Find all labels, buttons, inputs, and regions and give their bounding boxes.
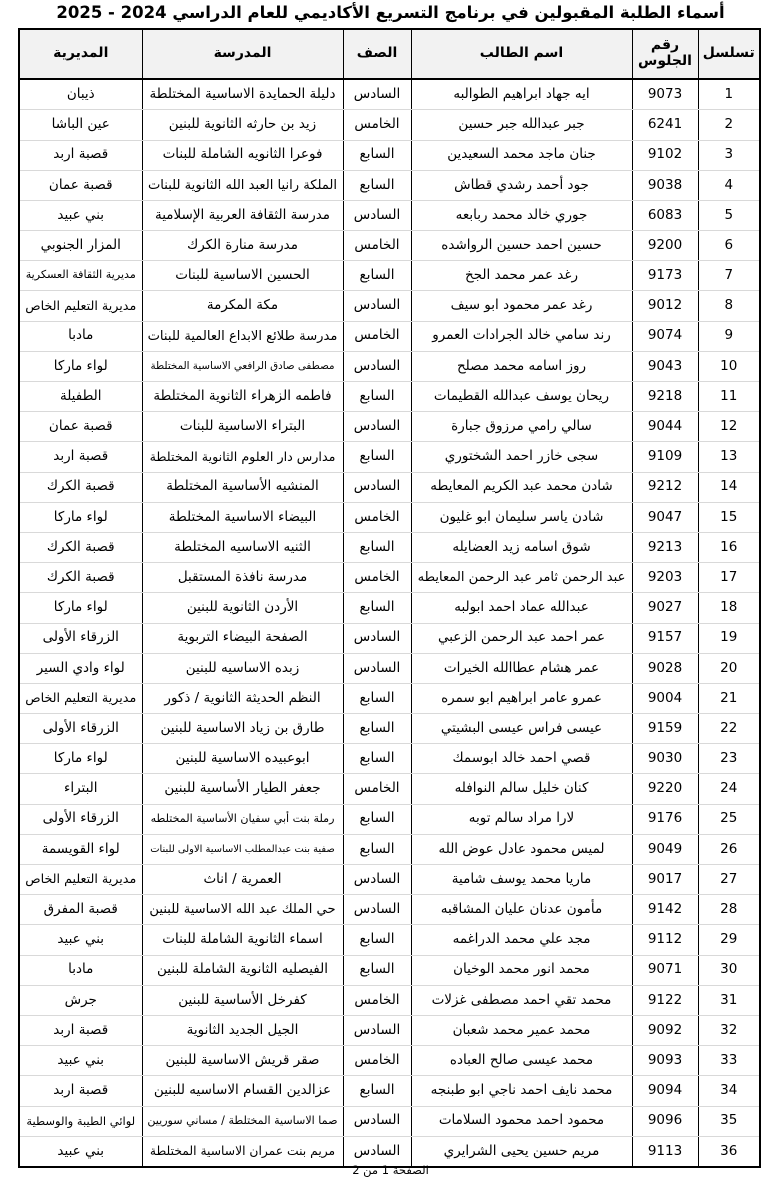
- cell-grade: السادس: [343, 79, 411, 110]
- table-row: [19, 895, 760, 925]
- cell-directorate: قصبة الكرك: [19, 532, 142, 562]
- table-row: [19, 683, 760, 713]
- cell-seat: 9074: [632, 321, 698, 351]
- cell-seat: 9122: [632, 985, 698, 1015]
- cell-seat: 9220: [632, 774, 698, 804]
- cell-seq: 28: [698, 895, 760, 925]
- table-row: [19, 865, 760, 895]
- cell-grade: السادس: [343, 1106, 411, 1136]
- cell-directorate: بني عبيد: [19, 1046, 142, 1076]
- cell-seat: 9028: [632, 653, 698, 683]
- cell-student-name: محمد نايف احمد ناجي ابو طبنجه: [411, 1076, 632, 1106]
- cell-student-name: عبدالله عماد احمد ابولبه: [411, 593, 632, 623]
- cell-student-name: لارا مراد سالم توبه: [411, 804, 632, 834]
- cell-seat: 9012: [632, 291, 698, 321]
- cell-student-name: شادن محمد عبد الكريم المعايطه: [411, 472, 632, 502]
- table-body: [19, 79, 760, 1167]
- cell-seat: 9027: [632, 593, 698, 623]
- cell-directorate: لواء وادي السير: [19, 653, 142, 683]
- column-header-seat: رقم الجلوس: [632, 29, 698, 79]
- cell-seat: 9092: [632, 1015, 698, 1045]
- cell-seat: 9030: [632, 744, 698, 774]
- cell-student-name: شوق اسامه زيد العضايله: [411, 532, 632, 562]
- cell-school: كفرخل الأساسية للبنين: [142, 985, 343, 1015]
- cell-student-name: مأمون عدنان عليان المشاقبه: [411, 895, 632, 925]
- cell-school: الملكة رانيا العبد الله الثانوية للبنات: [142, 170, 343, 200]
- cell-seq: 22: [698, 714, 760, 744]
- cell-school: فوعرا الثانويه الشاملة للبنات: [142, 140, 343, 170]
- cell-grade: السادس: [343, 1015, 411, 1045]
- cell-student-name: قصي احمد خالد ابوسمك: [411, 744, 632, 774]
- cell-grade: السادس: [343, 200, 411, 230]
- cell-seq: 12: [698, 412, 760, 442]
- cell-student-name: عيسى فراس عيسى البشيتي: [411, 714, 632, 744]
- cell-directorate: مادبا: [19, 321, 142, 351]
- table-row: [19, 261, 760, 291]
- cell-school: مصطفى صادق الرافعي الاساسية المختلطة: [142, 351, 343, 381]
- cell-directorate: الزرقاء الأولى: [19, 623, 142, 653]
- cell-seat: 9212: [632, 472, 698, 502]
- cell-student-name: جوري خالد محمد ربابعه: [411, 200, 632, 230]
- cell-seq: 35: [698, 1106, 760, 1136]
- cell-seat: 9094: [632, 1076, 698, 1106]
- cell-school: زيد بن حارثه الثانوية للبنين: [142, 110, 343, 140]
- cell-school: مدارس دار العلوم الثانوية المختلطة: [142, 442, 343, 472]
- cell-seq: 33: [698, 1046, 760, 1076]
- cell-student-name: عمر احمد عبد الرحمن الزعبي: [411, 623, 632, 653]
- column-header-seq: تسلسل: [698, 29, 760, 79]
- table-row: [19, 804, 760, 834]
- cell-school: مريم بنت عمران الاساسية المختلطة: [142, 1136, 343, 1167]
- cell-seq: 3: [698, 140, 760, 170]
- cell-directorate: الزرقاء الأولى: [19, 714, 142, 744]
- table-row: [19, 442, 760, 472]
- cell-seq: 16: [698, 532, 760, 562]
- table-header-row: [19, 29, 760, 79]
- cell-school: مدرسة نافذة المستقبل: [142, 563, 343, 593]
- table-row: [19, 834, 760, 864]
- table-row: [19, 140, 760, 170]
- cell-student-name: روز اسامه محمد مصلح: [411, 351, 632, 381]
- cell-seat: 9109: [632, 442, 698, 472]
- cell-school: حي الملك عبد الله الاساسية للبنين: [142, 895, 343, 925]
- cell-seat: 9173: [632, 261, 698, 291]
- cell-seq: 23: [698, 744, 760, 774]
- cell-school: رملة بنت أبي سفيان الأساسية المختلطه: [142, 804, 343, 834]
- cell-school: دليلة الحمايدة الاساسية المختلطة: [142, 79, 343, 110]
- cell-school: عزالدين القسام الاساسيه للبنين: [142, 1076, 343, 1106]
- table-row: [19, 79, 760, 110]
- cell-seq: 1: [698, 79, 760, 110]
- cell-student-name: مجد علي محمد الدراغمه: [411, 925, 632, 955]
- cell-school: المنشيه الأساسية المختلطة: [142, 472, 343, 502]
- cell-directorate: قصبة الكرك: [19, 563, 142, 593]
- cell-seat: 9038: [632, 170, 698, 200]
- cell-seat: 9044: [632, 412, 698, 442]
- cell-student-name: جود أحمد رشدي قطاش: [411, 170, 632, 200]
- cell-student-name: ايه جهاد ابراهيم الطوالبه: [411, 79, 632, 110]
- cell-seq: 13: [698, 442, 760, 472]
- cell-seat: 6241: [632, 110, 698, 140]
- cell-student-name: حسين احمد حسين الرواشده: [411, 231, 632, 261]
- cell-seat: 9112: [632, 925, 698, 955]
- cell-grade: الخامس: [343, 321, 411, 351]
- cell-directorate: عين الباشا: [19, 110, 142, 140]
- cell-directorate: قصبة الكرك: [19, 472, 142, 502]
- table-row: [19, 1076, 760, 1106]
- cell-grade: السابع: [343, 925, 411, 955]
- cell-student-name: ريحان يوسف عبدالله القطيمات: [411, 382, 632, 412]
- cell-school: مكة المكرمة: [142, 291, 343, 321]
- cell-seq: 29: [698, 925, 760, 955]
- cell-school: الفيصليه الثانوية الشاملة للبنين: [142, 955, 343, 985]
- table-row: [19, 925, 760, 955]
- cell-directorate: مديرية الثقافة العسكرية: [19, 261, 142, 291]
- cell-directorate: قصبة اربد: [19, 1015, 142, 1045]
- cell-student-name: عمرو عامر ابراهيم ابو سمره: [411, 683, 632, 713]
- cell-seq: 20: [698, 653, 760, 683]
- cell-directorate: البتراء: [19, 774, 142, 804]
- cell-student-name: محمد عمير محمد شعبان: [411, 1015, 632, 1045]
- table-row: [19, 502, 760, 532]
- table-header: [19, 29, 760, 79]
- cell-seq: 36: [698, 1136, 760, 1167]
- cell-student-name: محمد عيسى صالح العباده: [411, 1046, 632, 1076]
- cell-school: العمرية / اناث: [142, 865, 343, 895]
- cell-student-name: لميس محمود عادل عوض الله: [411, 834, 632, 864]
- table-row: [19, 563, 760, 593]
- cell-student-name: عبد الرحمن ثامر عبد الرحمن المعايطه: [411, 563, 632, 593]
- cell-seat: 9213: [632, 532, 698, 562]
- cell-school: الجيل الجديد الثانوية: [142, 1015, 343, 1045]
- table-container: [20, 28, 761, 1168]
- cell-directorate: الطفيلة: [19, 382, 142, 412]
- table-row: [19, 774, 760, 804]
- cell-school: زبده الاساسيه للبنين: [142, 653, 343, 683]
- cell-directorate: الزرقاء الأولى: [19, 804, 142, 834]
- cell-seq: 8: [698, 291, 760, 321]
- cell-seq: 30: [698, 955, 760, 985]
- table-row: [19, 1046, 760, 1076]
- cell-seq: 31: [698, 985, 760, 1015]
- cell-seat: 9071: [632, 955, 698, 985]
- cell-seat: 9218: [632, 382, 698, 412]
- cell-grade: السابع: [343, 593, 411, 623]
- cell-directorate: لواء ماركا: [19, 744, 142, 774]
- cell-school: فاطمه الزهراء الثانوية المختلطة: [142, 382, 343, 412]
- cell-directorate: لواء ماركا: [19, 351, 142, 381]
- cell-school: صما الاساسية المختلطة / مساني سوريين: [142, 1106, 343, 1136]
- cell-seq: 19: [698, 623, 760, 653]
- cell-grade: الخامس: [343, 502, 411, 532]
- cell-student-name: كنان خليل سالم النوافله: [411, 774, 632, 804]
- cell-seat: 9049: [632, 834, 698, 864]
- cell-directorate: جرش: [19, 985, 142, 1015]
- cell-school: الصفحة البيضاء التربوية: [142, 623, 343, 653]
- cell-seq: 4: [698, 170, 760, 200]
- cell-seq: 24: [698, 774, 760, 804]
- cell-grade: السابع: [343, 170, 411, 200]
- cell-seq: 9: [698, 321, 760, 351]
- cell-directorate: لواء القويسمة: [19, 834, 142, 864]
- cell-directorate: المزار الجنوبي: [19, 231, 142, 261]
- cell-student-name: سجى خازر احمد الشختوري: [411, 442, 632, 472]
- table-row: [19, 382, 760, 412]
- cell-student-name: محمد تقي احمد مصطفى غزلات: [411, 985, 632, 1015]
- cell-seat: 9017: [632, 865, 698, 895]
- cell-seq: 21: [698, 683, 760, 713]
- cell-grade: السادس: [343, 291, 411, 321]
- cell-grade: الخامس: [343, 985, 411, 1015]
- table-row: [19, 472, 760, 502]
- cell-grade: السابع: [343, 804, 411, 834]
- cell-seat: 9203: [632, 563, 698, 593]
- cell-school: النظم الحديثة الثانوية / ذكور: [142, 683, 343, 713]
- cell-seat: 9043: [632, 351, 698, 381]
- cell-grade: السابع: [343, 382, 411, 412]
- cell-directorate: لواء ماركا: [19, 593, 142, 623]
- cell-grade: السابع: [343, 744, 411, 774]
- cell-student-name: محمود احمد محمود السلامات: [411, 1106, 632, 1136]
- table-row: [19, 1015, 760, 1045]
- cell-seat: 9176: [632, 804, 698, 834]
- cell-grade: الخامس: [343, 1046, 411, 1076]
- cell-grade: السابع: [343, 714, 411, 744]
- cell-student-name: رغد عمر محمود ابو سيف: [411, 291, 632, 321]
- cell-grade: السادس: [343, 895, 411, 925]
- cell-grade: السابع: [343, 532, 411, 562]
- cell-school: اسماء الثانوية الشاملة للبنات: [142, 925, 343, 955]
- cell-grade: الخامس: [343, 774, 411, 804]
- cell-directorate: مديرية التعليم الخاص: [19, 291, 142, 321]
- cell-school: جعفر الطيار الأساسية للبنين: [142, 774, 343, 804]
- cell-seat: 9004: [632, 683, 698, 713]
- table-row: [19, 291, 760, 321]
- cell-seq: 14: [698, 472, 760, 502]
- cell-seat: 9102: [632, 140, 698, 170]
- cell-student-name: عمر هشام عطاالله الخيرات: [411, 653, 632, 683]
- cell-school: الثنيه الاساسيه المختلطة: [142, 532, 343, 562]
- table-row: [19, 955, 760, 985]
- cell-seat: 9159: [632, 714, 698, 744]
- table-row: [19, 744, 760, 774]
- cell-directorate: مادبا: [19, 955, 142, 985]
- cell-seq: 26: [698, 834, 760, 864]
- column-header-name: اسم الطالب: [411, 29, 632, 79]
- cell-directorate: قصبة اربد: [19, 1076, 142, 1106]
- table-row: [19, 532, 760, 562]
- table-row: [19, 985, 760, 1015]
- cell-seq: 2: [698, 110, 760, 140]
- table-row: [19, 412, 760, 442]
- cell-seq: 32: [698, 1015, 760, 1045]
- cell-grade: السادس: [343, 472, 411, 502]
- cell-student-name: محمد انور محمد الوخيان: [411, 955, 632, 985]
- cell-grade: الخامس: [343, 231, 411, 261]
- cell-seq: 27: [698, 865, 760, 895]
- page-footer: الصفحة 1 من 2: [352, 1163, 429, 1177]
- cell-directorate: قصبة اربد: [19, 442, 142, 472]
- cell-student-name: مريم حسين يحيى الشرايري: [411, 1136, 632, 1167]
- cell-school: مدرسة طلائع الابداع العالمية للبنات: [142, 321, 343, 351]
- cell-seq: 5: [698, 200, 760, 230]
- cell-directorate: بني عبيد: [19, 200, 142, 230]
- cell-school: الحسين الاساسية للبنات: [142, 261, 343, 291]
- cell-seq: 15: [698, 502, 760, 532]
- cell-grade: الخامس: [343, 563, 411, 593]
- table-row: [19, 200, 760, 230]
- cell-student-name: ماريا محمد يوسف شامية: [411, 865, 632, 895]
- table-row: [19, 351, 760, 381]
- table-row: [19, 1106, 760, 1136]
- cell-student-name: رند سامي خالد الجرادات العمرو: [411, 321, 632, 351]
- cell-seat: 9047: [632, 502, 698, 532]
- cell-seat: 9093: [632, 1046, 698, 1076]
- cell-school: طارق بن زياد الاساسية للبنين: [142, 714, 343, 744]
- cell-seat: 9142: [632, 895, 698, 925]
- cell-directorate: قصبة عمان: [19, 412, 142, 442]
- cell-directorate: لواء ماركا: [19, 502, 142, 532]
- cell-grade: السادس: [343, 623, 411, 653]
- cell-school: الأردن الثانوية للبنين: [142, 593, 343, 623]
- cell-directorate: مديرية التعليم الخاص: [19, 683, 142, 713]
- table-row: [19, 714, 760, 744]
- cell-directorate: مديرية التعليم الخاص: [19, 865, 142, 895]
- cell-seq: 34: [698, 1076, 760, 1106]
- cell-directorate: ذيبان: [19, 79, 142, 110]
- cell-seat: 9073: [632, 79, 698, 110]
- cell-directorate: بني عبيد: [19, 925, 142, 955]
- page-title: أسماء الطلبة المقبولين في برنامج التسريع الأكاديمي للعام الدراسي 2024 - 2025: [56, 3, 725, 22]
- cell-seat: 9113: [632, 1136, 698, 1167]
- cell-seat: 9200: [632, 231, 698, 261]
- table-row: [19, 593, 760, 623]
- cell-grade: السادس: [343, 653, 411, 683]
- cell-school: مدرسة الثقافة العربية الإسلامية: [142, 200, 343, 230]
- cell-seq: 6: [698, 231, 760, 261]
- cell-directorate: بني عبيد: [19, 1136, 142, 1167]
- cell-seq: 11: [698, 382, 760, 412]
- column-header-school: المدرسة: [142, 29, 343, 79]
- cell-grade: الخامس: [343, 110, 411, 140]
- cell-school: ابوعبيده الاساسية للبنين: [142, 744, 343, 774]
- column-header-grade: الصف: [343, 29, 411, 79]
- cell-grade: السابع: [343, 834, 411, 864]
- table-row: [19, 170, 760, 200]
- cell-student-name: جنان ماجد محمد السعيدين: [411, 140, 632, 170]
- cell-seat: 6083: [632, 200, 698, 230]
- cell-directorate: لوائي الطيبة والوسطية: [19, 1106, 142, 1136]
- table-row: [19, 321, 760, 351]
- cell-grade: السادس: [343, 351, 411, 381]
- cell-school: صفية بنت عبدالمطلب الاساسية الاولى للبنات: [142, 834, 343, 864]
- cell-grade: السابع: [343, 955, 411, 985]
- cell-grade: السابع: [343, 1076, 411, 1106]
- cell-grade: السابع: [343, 442, 411, 472]
- table-row: [19, 623, 760, 653]
- cell-student-name: سالي رامي مرزوق جبارة: [411, 412, 632, 442]
- cell-student-name: رغد عمر محمد الجخ: [411, 261, 632, 291]
- cell-grade: السابع: [343, 261, 411, 291]
- cell-seq: 17: [698, 563, 760, 593]
- cell-school: البيضاء الاساسية المختلطة: [142, 502, 343, 532]
- cell-grade: السادس: [343, 1136, 411, 1167]
- cell-grade: السابع: [343, 683, 411, 713]
- cell-seq: 25: [698, 804, 760, 834]
- table-row: [19, 653, 760, 683]
- cell-grade: السادس: [343, 865, 411, 895]
- cell-grade: السادس: [343, 412, 411, 442]
- cell-grade: السابع: [343, 140, 411, 170]
- cell-directorate: قصبة عمان: [19, 170, 142, 200]
- cell-seat: 9157: [632, 623, 698, 653]
- accepted-students-table: [18, 28, 761, 1168]
- cell-student-name: جبر عبدالله جبر حسين: [411, 110, 632, 140]
- cell-school: مدرسة منارة الكرك: [142, 231, 343, 261]
- column-header-directorate: المديرية: [19, 29, 142, 79]
- cell-school: صقر قريش الاساسية للبنين: [142, 1046, 343, 1076]
- table-row: [19, 110, 760, 140]
- cell-directorate: قصبة المفرق: [19, 895, 142, 925]
- cell-seq: 10: [698, 351, 760, 381]
- cell-directorate: قصبة اربد: [19, 140, 142, 170]
- cell-seq: 18: [698, 593, 760, 623]
- cell-seq: 7: [698, 261, 760, 291]
- cell-seat: 9096: [632, 1106, 698, 1136]
- table-row: [19, 231, 760, 261]
- cell-school: البتراء الاساسية للبنات: [142, 412, 343, 442]
- cell-student-name: شادن ياسر سليمان ابو غليون: [411, 502, 632, 532]
